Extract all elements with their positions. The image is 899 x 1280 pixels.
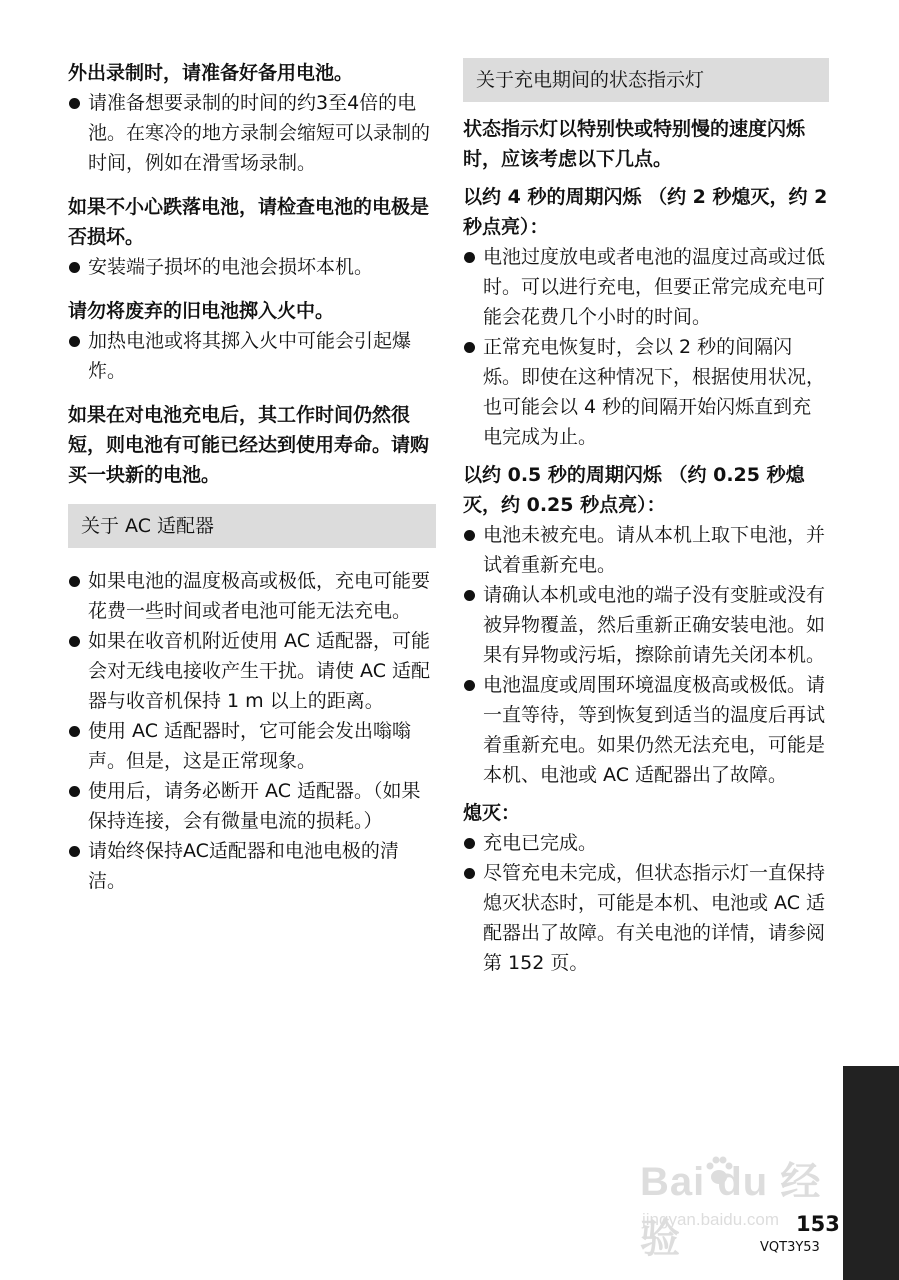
blink-4s-heading: 以约 4 秒的周期闪烁 （约 2 秒熄灭，约 2 秒点亮）：: [463, 186, 828, 238]
battery-fire-heading: 请勿将废弃的旧电池掷入火中。: [68, 300, 335, 322]
list-item: 请确认本机或电池的端子没有变脏或没有被异物覆盖，然后重新正确安装电池。如果有异物或污垢，擦除前请先关闭本机。: [463, 580, 829, 670]
battery-spare-list: [68, 88, 436, 178]
list-item: 尽管充电未完成，但状态指示灯一直保持熄灭状态时，可能是本机、电池或 AC 适配器出了故障。有关电池的详情，请参阅第 152 页。: [463, 858, 829, 978]
blink-05s-list: [463, 520, 829, 790]
list-item: 请准备想要录制的时间的约3至4倍的电池。在寒冷的地方录制会缩短可以录制的时间，例如在滑雪场录制。: [68, 88, 436, 178]
ac-adapter-section-title: 关于 AC 适配器: [68, 504, 436, 548]
list-item: 请始终保持AC适配器和电池电极的清洁。: [68, 836, 436, 896]
list-item: 安装端子损坏的电池会损坏本机。: [68, 252, 436, 282]
watermark-brand: Bai du 经验: [640, 1160, 822, 1261]
off-heading: 熄灭：: [463, 802, 521, 824]
blink-4s-list: [463, 242, 829, 452]
list-item: 如果在收音机附近使用 AC 适配器，可能会对无线电接收产生干扰。请使 AC 适配器与收音机保持 1 m 以上的距离。: [68, 626, 436, 716]
document-code: VQT3Y53: [760, 1240, 820, 1255]
page-number: 153: [796, 1212, 840, 1236]
paw-icon: [702, 1154, 736, 1192]
list-item: 如果电池的温度极高或极低，充电可能要花费一些时间或者电池可能无法充电。: [68, 566, 436, 626]
chapter-edge-tab: [843, 1066, 899, 1280]
blink-05s-heading: 以约 0.5 秒的周期闪烁 （约 0.25 秒熄灭，约 0.25 秒点亮）：: [463, 464, 805, 516]
list-item: 正常充电恢复时，会以 2 秒的间隔闪烁。即使在这种情况下，根据使用状况，也可能会以 4 秒的间隔开始闪烁直到充电完成为止。: [463, 332, 829, 452]
list-item: 加热电池或将其掷入火中可能会引起爆炸。: [68, 326, 436, 386]
list-item: 使用 AC 适配器时，它可能会发出嗡嗡声。但是，这是正常现象。: [68, 716, 436, 776]
list-item: 电池未被充电。请从本机上取下电池，并试着重新充电。: [463, 520, 829, 580]
status-indicator-intro: 状态指示灯以特别快或特别慢的速度闪烁时，应该考虑以下几点。: [463, 118, 806, 170]
watermark-url: jingyan.baidu.com: [642, 1210, 780, 1229]
list-item: 充电已完成。: [463, 828, 829, 858]
left-column: [68, 58, 436, 896]
list-item: 电池温度或周围环境温度极高或极低。请一直等待，等到恢复到适当的温度后再试着重新充电。如果仍然无法充电，可能是本机、电池或 AC 适配器出了故障。: [463, 670, 829, 790]
right-column: [463, 58, 829, 978]
list-item: 使用后，请务必断开 AC 适配器。（如果保持连接，会有微量电流的损耗。）: [68, 776, 436, 836]
battery-drop-list: [68, 252, 436, 282]
list-item: 电池过度放电或者电池的温度过高或过低时。可以进行充电，但要正常完成充电可能会花费几个小时的时间。: [463, 242, 829, 332]
battery-lifetime-note: 如果在对电池充电后，其工作时间仍然很短，则电池有可能已经达到使用寿命。请购买一块新的电池。: [68, 404, 430, 486]
ac-adapter-list: [68, 566, 436, 896]
off-list: [463, 828, 829, 978]
battery-fire-list: [68, 326, 436, 386]
battery-drop-heading: 如果不小心跌落电池，请检查电池的电极是否损坏。: [68, 196, 430, 248]
status-indicator-section-title: 关于充电期间的状态指示灯: [463, 58, 829, 102]
battery-spare-heading: 外出录制时，请准备好备用电池。: [68, 62, 354, 84]
